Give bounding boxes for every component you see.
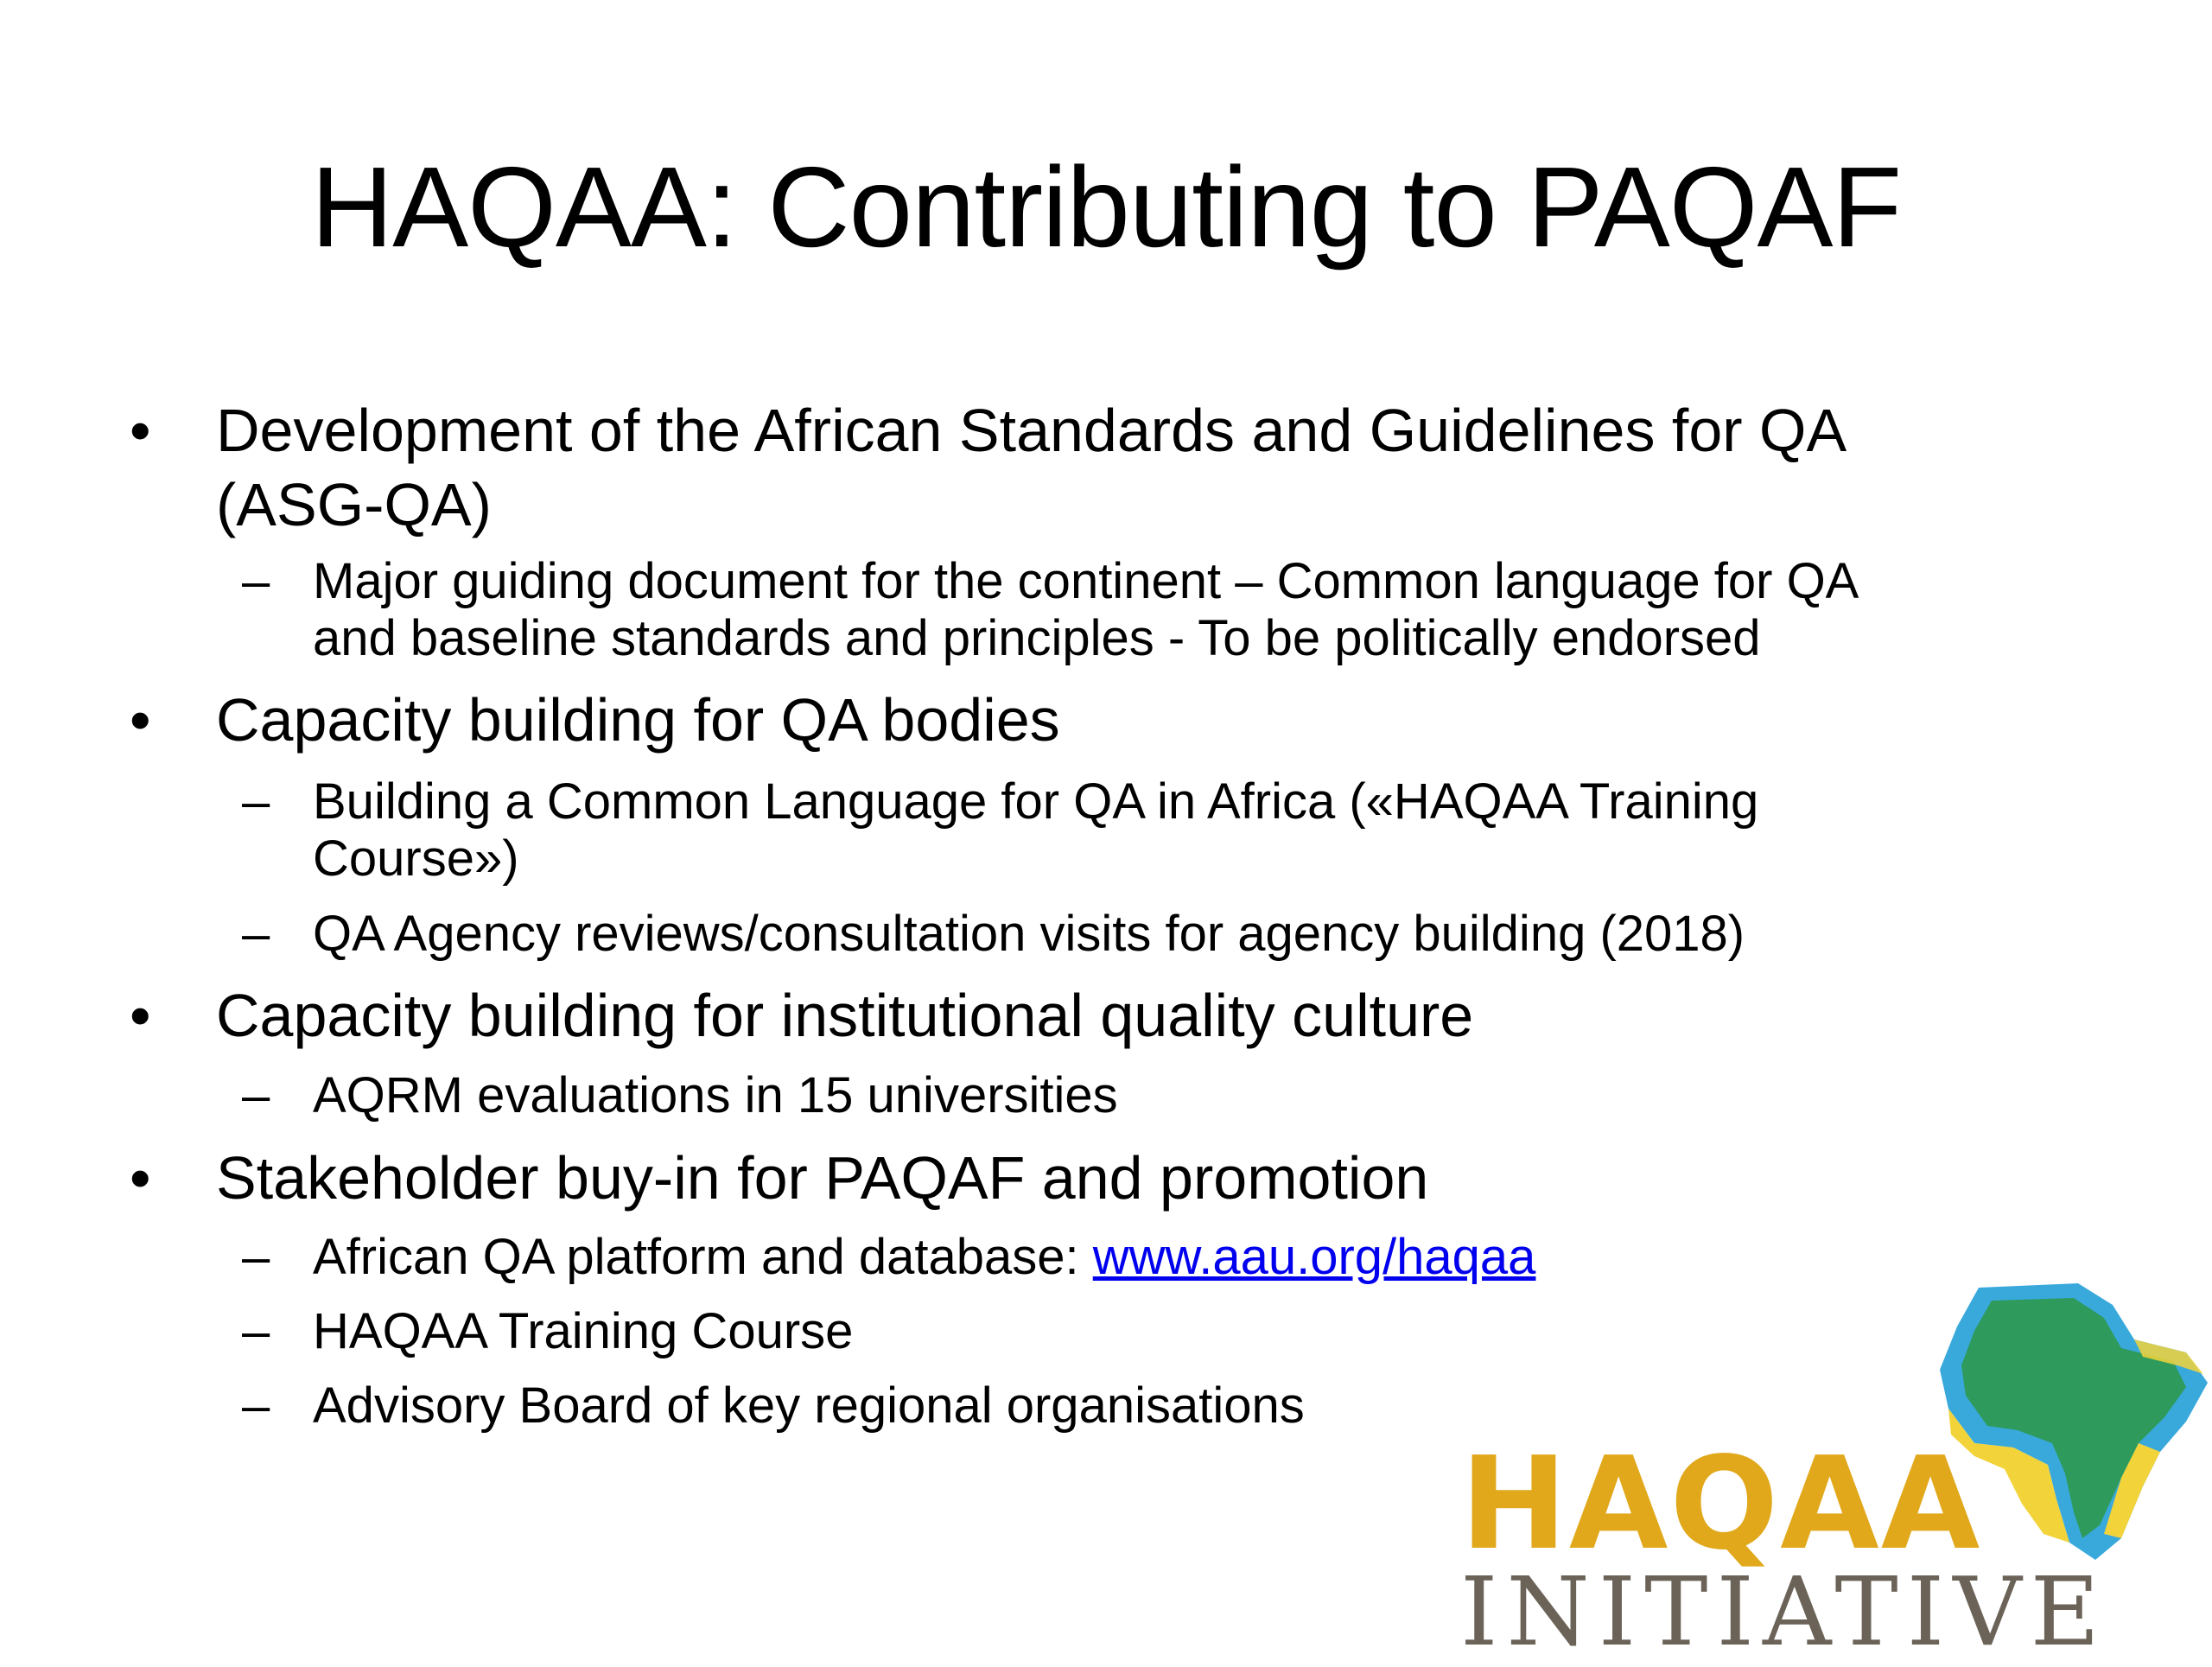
sub-item-line: AQRM evaluations in 15 universities [313, 1067, 1118, 1123]
sub-item-prefix: African QA platform and database: [313, 1229, 1093, 1285]
bullet-marker: • [130, 397, 151, 464]
logo-wordmark: HAQAA [1460, 1429, 1982, 1578]
bullet-text [216, 978, 2117, 1053]
bullet-line: Capacity building for QA bodies [216, 686, 1060, 754]
sub-item-line: Course») [313, 830, 519, 887]
dash-marker: – [242, 1378, 270, 1434]
sub-item-line: HAQAA Training Course [313, 1303, 854, 1359]
sub-item-line: QA Agency reviews/consultation visits for agency building (2018) [313, 906, 1745, 962]
bullet-marker: • [130, 686, 151, 754]
bullet-marker: • [130, 982, 151, 1049]
sub-item-line: Major guiding document for the continent – Common language for QA [313, 553, 1859, 609]
dash-marker: – [242, 1303, 270, 1359]
bullet-text [216, 683, 2117, 757]
sub-item-line: Advisory Board of key regional organisations [313, 1378, 1305, 1434]
sub-item-text [313, 553, 2093, 667]
dash-marker: – [242, 553, 270, 609]
haqaa-website-link[interactable]: www.aau.org/haqaa [1092, 1229, 1536, 1285]
bullet-line: Development of the African Standards and Guidelines for QA [216, 397, 1847, 464]
sub-item-line: Building a Common Language for QA in Africa («HAQAA Training [313, 773, 1759, 830]
bullet-marker: • [130, 1144, 151, 1212]
sub-item-text [313, 1067, 2093, 1124]
sub-item-text [313, 906, 2093, 963]
dash-marker: – [242, 1067, 270, 1123]
bullet-line: Capacity building for institutional quality culture [216, 982, 1474, 1049]
sub-item-text [313, 773, 2093, 888]
slide-title: HAQAA: Contributing to PAQAF [310, 143, 1902, 270]
haqaa-initiative-logo [1434, 1279, 2212, 1667]
bullet-text [216, 393, 2117, 542]
logo-subtitle: INITIATIVE [1460, 1556, 2108, 1667]
dash-marker: – [242, 1229, 270, 1285]
bullet-line: (ASG-QA) [216, 471, 492, 538]
sub-item-text [313, 1229, 2093, 1286]
dash-marker: – [242, 906, 270, 962]
bullet-text [216, 1141, 2117, 1215]
sub-item-line: and baseline standards and principles - To be politically endorsed [313, 610, 1761, 666]
bullet-line: Stakeholder buy-in for PAQAF and promotion [216, 1144, 1429, 1212]
dash-marker: – [242, 773, 270, 830]
